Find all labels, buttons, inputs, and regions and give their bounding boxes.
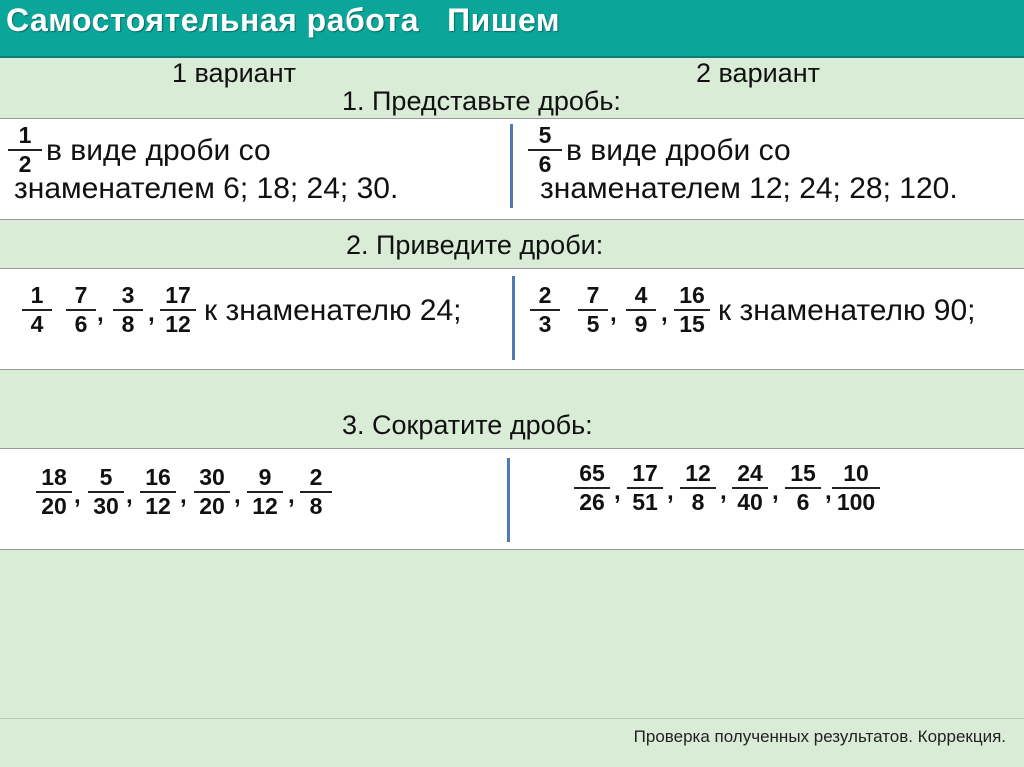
denominator: 12 <box>252 493 278 519</box>
numerator: 5 <box>99 464 113 490</box>
denominator: 8 <box>309 493 323 519</box>
task2-v2-fraction-3 <box>626 284 656 336</box>
task1-v1-line1: в виде дроби со <box>46 134 271 167</box>
task3-divider <box>507 458 510 542</box>
comma: , <box>610 300 617 327</box>
comma: , <box>288 482 295 509</box>
task3-v2-fraction-1 <box>574 462 610 514</box>
numerator: 1 <box>18 122 32 148</box>
comma: , <box>234 482 241 509</box>
task2-v1-fraction-1 <box>22 284 52 336</box>
denominator: 6 <box>538 151 552 177</box>
denominator: 5 <box>586 311 600 337</box>
numerator: 2 <box>309 464 323 490</box>
task2-divider <box>512 276 515 360</box>
numerator: 65 <box>579 460 605 486</box>
task1-v1-line2: знаменателем 6; 18; 24; 30. <box>14 172 399 205</box>
numerator: 30 <box>199 464 225 490</box>
denominator: 12 <box>165 311 191 337</box>
task2-v1-fraction-4 <box>160 284 196 336</box>
task1-v2-fraction <box>528 124 562 176</box>
comma: , <box>614 478 621 505</box>
task2-v1-fraction-2 <box>66 284 96 336</box>
denominator: 26 <box>579 489 605 515</box>
denominator: 20 <box>199 493 225 519</box>
task3-v1-fraction-1 <box>36 466 72 518</box>
denominator: 8 <box>691 489 705 515</box>
numerator: 3 <box>121 282 135 308</box>
denominator: 2 <box>18 151 32 177</box>
variant-2-label: 2 вариант <box>696 58 820 88</box>
comma: , <box>97 300 104 327</box>
numerator: 12 <box>685 460 711 486</box>
denominator: 3 <box>538 311 552 337</box>
task1-v2-line2: знаменателем 12; 24; 28; 120. <box>540 172 958 205</box>
numerator: 5 <box>538 122 552 148</box>
task2-v2-fraction-2 <box>578 284 608 336</box>
numerator: 1 <box>30 282 44 308</box>
footer-note: Проверка полученных результатов. Коррекция. <box>633 727 1006 746</box>
numerator: 2 <box>538 282 552 308</box>
comma: , <box>74 482 81 509</box>
numerator: 10 <box>843 460 869 486</box>
task1-heading: 1. Представьте дробь: <box>342 86 621 116</box>
numerator: 4 <box>634 282 648 308</box>
denominator: 100 <box>836 489 876 515</box>
comma: , <box>720 478 727 505</box>
footer-separator <box>0 718 1024 719</box>
numerator: 18 <box>41 464 67 490</box>
page-title: Самостоятельная работа Пишем <box>6 2 561 38</box>
denominator: 6 <box>74 311 88 337</box>
task3-heading: 3. Сократите дробь: <box>342 410 593 440</box>
denominator: 30 <box>93 493 119 519</box>
task1-v2-line1: в виде дроби со <box>566 134 791 167</box>
denominator: 15 <box>679 311 705 337</box>
task3-v1-fraction-4 <box>194 466 230 518</box>
numerator: 17 <box>165 282 191 308</box>
comma: , <box>825 478 832 505</box>
numerator: 24 <box>737 460 763 486</box>
comma: , <box>661 300 668 327</box>
denominator: 12 <box>145 493 171 519</box>
task3-v2-fraction-2 <box>627 462 663 514</box>
task2-v2-text: к знаменателю 90; <box>718 294 976 327</box>
comma: , <box>772 478 779 505</box>
task2-v1-fraction-3 <box>113 284 143 336</box>
task3-v1-fraction-2 <box>88 466 124 518</box>
comma: , <box>180 482 187 509</box>
task2-heading: 2. Приведите дроби: <box>346 230 604 260</box>
denominator: 4 <box>30 311 44 337</box>
comma: , <box>148 300 155 327</box>
numerator: 17 <box>632 460 658 486</box>
task3-v2-fraction-5 <box>785 462 821 514</box>
variant-1-label: 1 вариант <box>172 58 296 88</box>
numerator: 16 <box>145 464 171 490</box>
task3-v2-fraction-3 <box>680 462 716 514</box>
denominator: 8 <box>121 311 135 337</box>
numerator: 16 <box>679 282 705 308</box>
task1-v1-fraction <box>8 124 42 176</box>
comma: , <box>667 478 674 505</box>
denominator: 6 <box>796 489 810 515</box>
task3-v2-fraction-4 <box>732 462 768 514</box>
comma: , <box>126 482 133 509</box>
task3-v1-fraction-6 <box>300 466 332 518</box>
task1-divider <box>510 124 513 208</box>
numerator: 15 <box>790 460 816 486</box>
numerator: 7 <box>586 282 600 308</box>
denominator: 9 <box>634 311 648 337</box>
numerator: 7 <box>74 282 88 308</box>
task3-v1-fraction-3 <box>140 466 176 518</box>
task2-v1-text: к знаменателю 24; <box>204 294 462 327</box>
task2-v2-fraction-4 <box>674 284 710 336</box>
task3-v1-fraction-5 <box>247 466 283 518</box>
denominator: 40 <box>737 489 763 515</box>
denominator: 51 <box>632 489 658 515</box>
numerator: 9 <box>258 464 272 490</box>
task3-v2-fraction-6 <box>832 462 880 514</box>
denominator: 20 <box>41 493 67 519</box>
task2-v2-fraction-1 <box>530 284 560 336</box>
